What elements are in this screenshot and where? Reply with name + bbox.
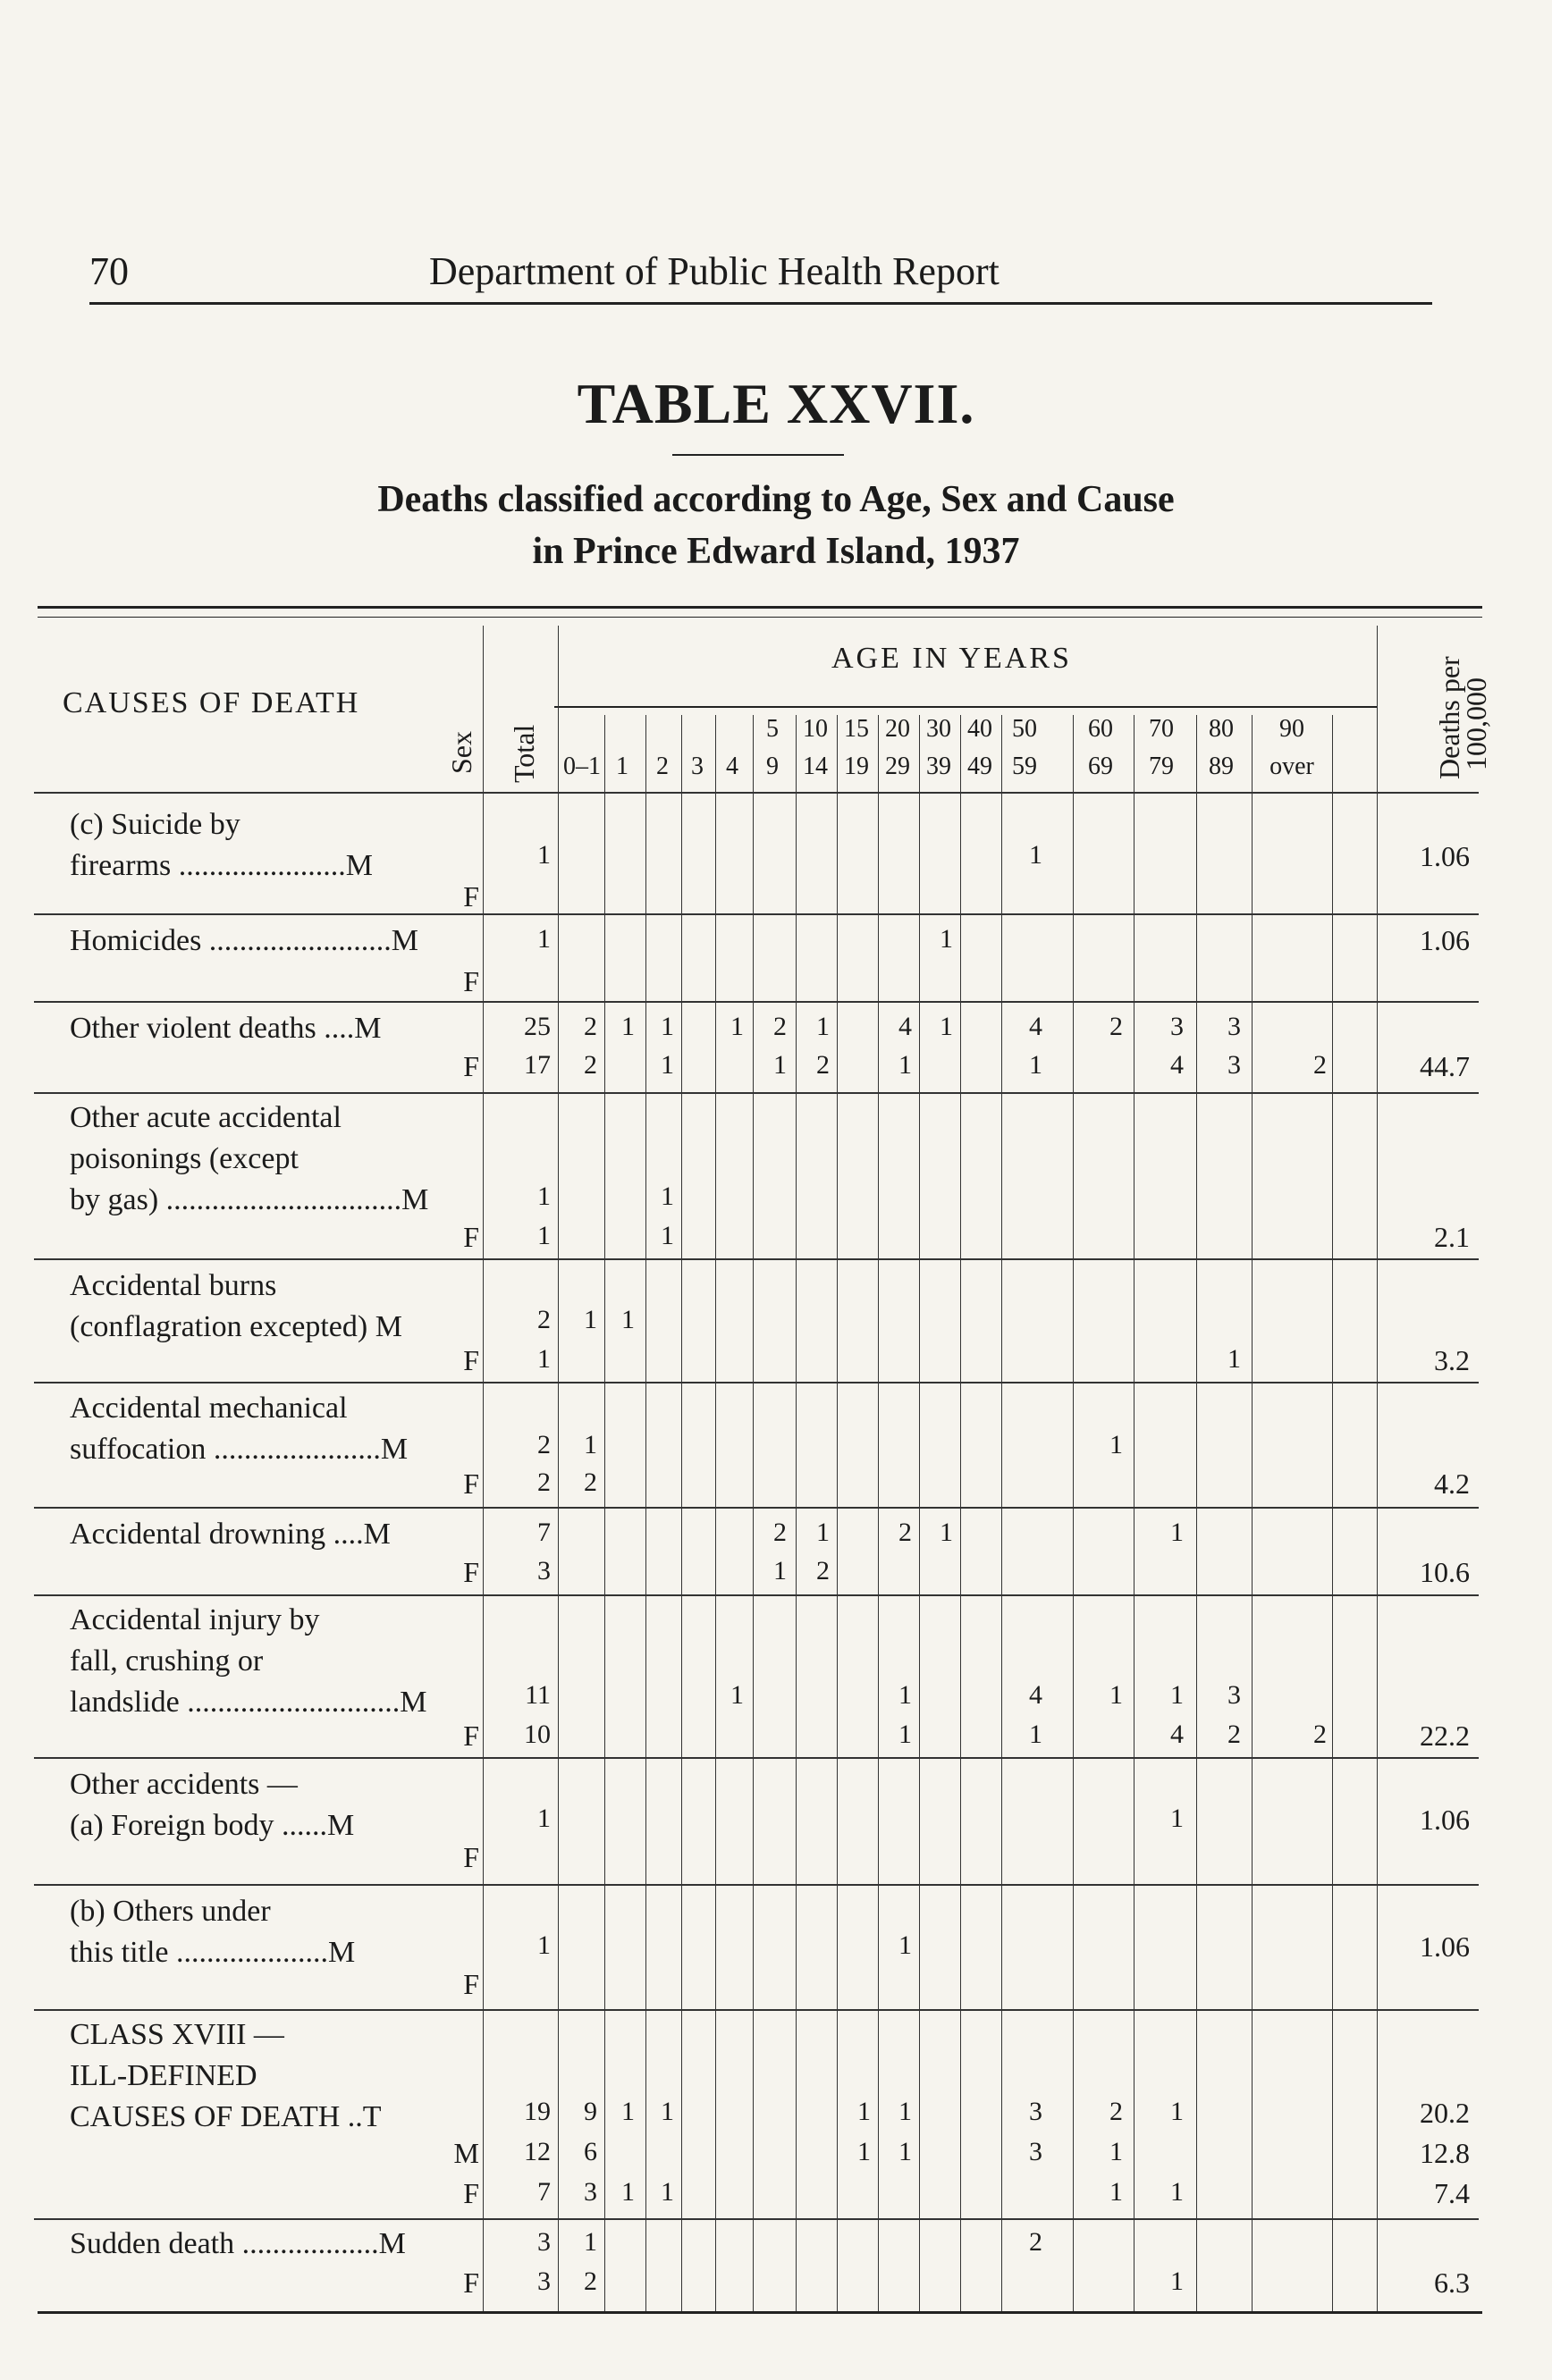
sex-label: F xyxy=(463,1841,479,1873)
header-rule xyxy=(89,302,1432,305)
rate-cell: 1.06 xyxy=(1420,924,1470,956)
total-cell: 3 xyxy=(537,1556,551,1585)
cause-label xyxy=(70,1764,354,1846)
total-cell: 1 xyxy=(537,1182,551,1211)
row-rule xyxy=(34,1382,1479,1383)
age-label-bottom: 19 xyxy=(844,753,869,780)
column-divider xyxy=(960,715,961,2311)
column-divider xyxy=(604,715,605,2311)
rate-cell: 2.1 xyxy=(1434,1221,1470,1253)
age-cell: 1 xyxy=(1109,2177,1123,2207)
age-label-bottom: 9 xyxy=(766,753,779,780)
total-cell: 3 xyxy=(537,2266,551,2296)
subtitle-line-2: in Prince Edward Island, 1937 xyxy=(532,531,1020,572)
rate-cell: 1.06 xyxy=(1420,1804,1470,1836)
sex-label: F xyxy=(463,1720,479,1752)
age-cell: 2 xyxy=(1109,2097,1123,2126)
rate-cell: 12.8 xyxy=(1420,2137,1470,2169)
causes-header: CAUSES OF DEATH xyxy=(63,686,360,719)
cause-line: firearms ......................M xyxy=(70,849,374,882)
age-cell: 1 xyxy=(1170,1680,1184,1710)
cause-line: fall, crushing or xyxy=(70,1644,264,1678)
column-divider xyxy=(837,715,838,2311)
cause-label xyxy=(70,1097,428,1221)
rate-cell: 3.2 xyxy=(1434,1344,1470,1376)
cause-line: Homicides ........................M xyxy=(70,924,419,957)
age-label-bottom: 4 xyxy=(726,753,738,780)
row-rule xyxy=(34,1594,1479,1596)
cause-line: Accidental injury by xyxy=(70,1603,320,1636)
age-cell: 3 xyxy=(1227,1012,1241,1041)
age-cell: 1 xyxy=(940,1518,953,1547)
cause-line: (c) Suicide by xyxy=(70,808,240,841)
rate-cell: 44.7 xyxy=(1420,1050,1470,1082)
age-cell: 1 xyxy=(584,1305,597,1334)
cause-line: (conflagration excepted) M xyxy=(70,1310,402,1343)
age-cell: 1 xyxy=(898,1050,912,1080)
column-divider xyxy=(878,715,879,2311)
age-cell: 1 xyxy=(898,1680,912,1710)
row-rule xyxy=(34,1757,1479,1759)
cause-line: Accidental drowning ....M xyxy=(70,1518,391,1551)
age-cell: 2 xyxy=(1109,1012,1123,1041)
cause-line: CAUSES OF DEATH ..T xyxy=(70,2100,382,2133)
cause-line: (a) Foreign body ......M xyxy=(70,1809,355,1842)
age-label-top: 70 xyxy=(1149,715,1174,743)
age-label-top: 60 xyxy=(1088,715,1113,743)
header-bottom-rule xyxy=(34,792,1479,794)
age-cell: 1 xyxy=(661,1182,674,1211)
age-label-top: 10 xyxy=(803,715,828,743)
table-title: TABLE XXVII. xyxy=(577,372,975,435)
age-cell: 1 xyxy=(661,1012,674,1041)
column-divider xyxy=(645,715,646,2311)
column-divider xyxy=(558,626,559,2311)
age-cell: 2 xyxy=(1029,2227,1042,2257)
column-divider xyxy=(1377,626,1378,2311)
sex-label: F xyxy=(463,2266,479,2299)
age-cell: 3 xyxy=(1227,1680,1241,1710)
cause-line: Other accidents — xyxy=(70,1768,298,1801)
page-number: 70 xyxy=(89,249,129,293)
age-cell: 2 xyxy=(898,1518,912,1547)
rate-header-line-2: 100,000 xyxy=(1460,677,1492,770)
cause-line: this title ....................M xyxy=(70,1936,356,1969)
age-label-bottom: 0–1 xyxy=(563,753,601,780)
age-cell: 1 xyxy=(661,2097,674,2126)
age-cell: 2 xyxy=(773,1518,787,1547)
age-cell: 1 xyxy=(857,2137,871,2166)
rate-cell: 7.4 xyxy=(1434,2177,1470,2209)
age-cell: 1 xyxy=(1170,2177,1184,2207)
age-cell: 1 xyxy=(898,2097,912,2126)
cause-label xyxy=(70,1891,355,1973)
cause-line: Sudden death ..................M xyxy=(70,2227,406,2260)
cause-line: Accidental mechanical xyxy=(70,1392,348,1425)
sex-label: F xyxy=(463,1344,479,1376)
total-cell: 1 xyxy=(537,1804,551,1833)
age-cell: 2 xyxy=(584,1012,597,1041)
row-rule xyxy=(34,1001,1479,1003)
age-cell: 1 xyxy=(661,2177,674,2207)
age-cell: 4 xyxy=(1170,1720,1184,1749)
column-divider xyxy=(1073,715,1074,2311)
age-cell: 1 xyxy=(1227,1344,1241,1374)
table-bottom-rule xyxy=(38,2311,1482,2314)
age-cell: 1 xyxy=(621,2097,635,2126)
cause-label xyxy=(70,804,373,887)
age-cell: 1 xyxy=(661,1050,674,1080)
sex-label: M xyxy=(453,2137,479,2169)
age-cell: 4 xyxy=(1029,1680,1042,1710)
age-label-top: 90 xyxy=(1279,715,1304,743)
age-cell: 3 xyxy=(1029,2097,1042,2126)
age-cell: 1 xyxy=(940,1012,953,1041)
cause-line: Accidental burns xyxy=(70,1269,277,1302)
row-rule xyxy=(34,1092,1479,1094)
cause-label xyxy=(70,1266,402,1348)
subtitle-line-1: Deaths classified according to Age, Sex and Cause xyxy=(377,479,1175,520)
cause-line: by gas) ...............................M xyxy=(70,1183,429,1216)
age-cell: 2 xyxy=(816,1556,830,1585)
rate-cell: 20.2 xyxy=(1420,2097,1470,2129)
age-cell: 1 xyxy=(898,1930,912,1960)
sex-label: F xyxy=(463,2177,479,2209)
running-title: Department of Public Health Report xyxy=(429,249,1000,293)
column-divider xyxy=(1196,715,1197,2311)
cause-label xyxy=(70,921,418,962)
total-cell: 1 xyxy=(537,1221,551,1250)
rate-header-line-1: Deaths per xyxy=(1433,656,1465,779)
age-cell: 1 xyxy=(1170,2266,1184,2296)
total-cell: 17 xyxy=(524,1050,551,1080)
age-cell: 2 xyxy=(1227,1720,1241,1749)
age-label-bottom: 2 xyxy=(656,753,669,780)
age-in-years-header: AGE IN YEARS xyxy=(831,642,1072,675)
age-cell: 1 xyxy=(621,1012,635,1041)
total-cell: 1 xyxy=(537,840,551,870)
age-cell: 3 xyxy=(584,2177,597,2207)
age-cell: 4 xyxy=(1029,1012,1042,1041)
cause-label xyxy=(70,2014,382,2138)
row-rule xyxy=(34,913,1479,915)
cause-line: suffocation ......................M xyxy=(70,1433,409,1466)
column-divider xyxy=(796,715,797,2311)
cause-line: poisonings (except xyxy=(70,1142,299,1175)
total-header: Total xyxy=(508,724,540,783)
rate-cell: 22.2 xyxy=(1420,1720,1470,1752)
cause-label xyxy=(70,2224,406,2265)
total-cell: 1 xyxy=(537,1930,551,1960)
age-cell: 4 xyxy=(898,1012,912,1041)
age-cell: 1 xyxy=(730,1680,744,1710)
age-cell: 1 xyxy=(1029,1050,1042,1080)
age-cell: 1 xyxy=(773,1556,787,1585)
table-top-rule xyxy=(38,606,1482,609)
rate-cell: 4.2 xyxy=(1434,1468,1470,1500)
column-divider xyxy=(1332,715,1333,2311)
age-cell: 1 xyxy=(857,2097,871,2126)
cause-label xyxy=(70,1388,408,1470)
age-label-top: 40 xyxy=(967,715,992,743)
age-cell: 1 xyxy=(1170,1518,1184,1547)
age-cell: 1 xyxy=(1029,1720,1042,1749)
age-cell: 1 xyxy=(1109,1680,1123,1710)
age-label-bottom: 49 xyxy=(967,753,992,780)
rate-cell: 1.06 xyxy=(1420,1930,1470,1963)
age-cell: 3 xyxy=(1170,1012,1184,1041)
age-cell: 9 xyxy=(584,2097,597,2126)
total-cell: 1 xyxy=(537,924,551,954)
age-label-top: 15 xyxy=(844,715,869,743)
age-label-bottom: 3 xyxy=(691,753,704,780)
age-cell: 2 xyxy=(816,1050,830,1080)
rate-cell: 1.06 xyxy=(1420,840,1470,872)
age-cell: 1 xyxy=(1109,2137,1123,2166)
age-cell: 1 xyxy=(1170,2097,1184,2126)
age-cell: 2 xyxy=(773,1012,787,1041)
column-divider xyxy=(681,715,682,2311)
column-divider xyxy=(483,626,484,2311)
row-rule xyxy=(34,1507,1479,1509)
age-cell: 2 xyxy=(584,1468,597,1497)
age-label-top: 80 xyxy=(1209,715,1234,743)
sex-label: F xyxy=(463,880,479,912)
cause-label xyxy=(70,1600,426,1723)
rate-cell: 6.3 xyxy=(1434,2266,1470,2299)
total-cell: 3 xyxy=(537,2227,551,2257)
age-cell: 1 xyxy=(584,2227,597,2257)
cause-label xyxy=(70,1008,381,1049)
age-label-bottom: 89 xyxy=(1209,753,1234,780)
sex-label: F xyxy=(463,1556,479,1588)
age-cell: 1 xyxy=(1170,1804,1184,1833)
total-cell: 12 xyxy=(524,2137,551,2166)
age-cell: 1 xyxy=(898,1720,912,1749)
sex-label: F xyxy=(463,1968,479,2000)
age-cell: 4 xyxy=(1170,1050,1184,1080)
total-cell: 1 xyxy=(537,1344,551,1374)
column-divider xyxy=(715,715,716,2311)
total-cell: 7 xyxy=(537,1518,551,1547)
table-top-rule-thin xyxy=(38,617,1482,618)
age-label-bottom: 79 xyxy=(1149,753,1174,780)
cause-line: landslide ............................M xyxy=(70,1686,427,1719)
age-label-bottom: 14 xyxy=(803,753,828,780)
age-cell: 1 xyxy=(940,924,953,954)
cause-line: (b) Others under xyxy=(70,1895,271,1928)
age-cell: 1 xyxy=(816,1012,830,1041)
age-cell: 1 xyxy=(621,2177,635,2207)
cause-line: CLASS XVIII — xyxy=(70,2018,284,2051)
row-rule xyxy=(34,1884,1479,1886)
row-rule xyxy=(34,2218,1479,2220)
age-cell: 1 xyxy=(730,1012,744,1041)
age-cell: 1 xyxy=(816,1518,830,1547)
age-label-bottom: 29 xyxy=(885,753,910,780)
cause-line: Other acute accidental xyxy=(70,1101,342,1134)
sex-label: F xyxy=(463,1221,479,1253)
sex-label: F xyxy=(463,1468,479,1500)
age-cell: 1 xyxy=(1029,840,1042,870)
rate-cell: 10.6 xyxy=(1420,1556,1470,1588)
age-cell: 2 xyxy=(584,1050,597,1080)
age-label-bottom: 59 xyxy=(1012,753,1037,780)
age-cell: 6 xyxy=(584,2137,597,2166)
age-cell: 1 xyxy=(1109,1430,1123,1459)
age-cell: 1 xyxy=(621,1305,635,1334)
age-label-top: 50 xyxy=(1012,715,1037,743)
sex-label: F xyxy=(463,1050,479,1082)
title-separator xyxy=(672,454,844,456)
total-cell: 11 xyxy=(525,1680,551,1710)
sex-label: F xyxy=(463,965,479,997)
total-cell: 2 xyxy=(537,1468,551,1497)
age-cell: 3 xyxy=(1227,1050,1241,1080)
age-label-top: 30 xyxy=(926,715,951,743)
sex-header: Sex xyxy=(445,731,477,774)
age-label-bottom: 69 xyxy=(1088,753,1113,780)
cause-line: ILL-DEFINED xyxy=(70,2059,257,2092)
total-cell: 2 xyxy=(537,1305,551,1334)
age-cell: 3 xyxy=(1029,2137,1042,2166)
column-divider xyxy=(1252,715,1253,2311)
row-rule xyxy=(34,1258,1479,1260)
age-cell: 2 xyxy=(1313,1720,1327,1749)
age-cell: 2 xyxy=(1313,1050,1327,1080)
age-label-top: 5 xyxy=(766,715,779,743)
column-divider xyxy=(1001,715,1002,2311)
column-divider xyxy=(753,715,754,2311)
age-cell: 1 xyxy=(898,2137,912,2166)
cause-label xyxy=(70,1514,391,1555)
table-subtitle xyxy=(0,474,1552,577)
age-cell: 1 xyxy=(661,1221,674,1250)
age-label-top: 20 xyxy=(885,715,910,743)
cause-line: Other violent deaths ....M xyxy=(70,1012,382,1045)
total-cell: 7 xyxy=(537,2177,551,2207)
age-label-bottom: over xyxy=(1269,753,1314,780)
total-cell: 2 xyxy=(537,1430,551,1459)
age-label-bottom: 39 xyxy=(926,753,951,780)
age-header-rule xyxy=(554,706,1377,708)
row-rule xyxy=(34,2009,1479,2011)
age-cell: 2 xyxy=(584,2266,597,2296)
total-cell: 10 xyxy=(524,1720,551,1749)
total-cell: 25 xyxy=(524,1012,551,1041)
age-label-bottom: 1 xyxy=(616,753,628,780)
age-cell: 1 xyxy=(584,1430,597,1459)
age-cell: 1 xyxy=(773,1050,787,1080)
total-cell: 19 xyxy=(524,2097,551,2126)
